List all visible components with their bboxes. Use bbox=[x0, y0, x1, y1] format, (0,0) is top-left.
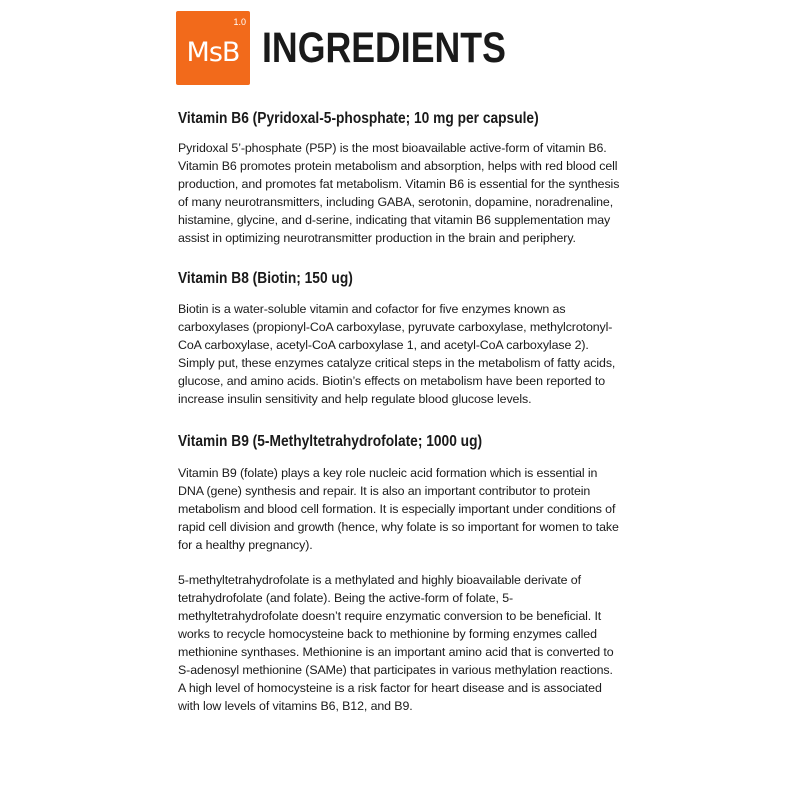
section-vitamin-b9 bbox=[178, 431, 622, 716]
section-vitamin-b8 bbox=[178, 268, 622, 408]
section-heading: Vitamin B6 (Pyridoxal-5-phosphate; 10 mg per capsule) bbox=[178, 110, 539, 127]
section-paragraph: 5-methyltetrahydrofolate is a methylated and highly bioavailable derivate of tetrahydrofolate (and folate). Being the active-form of folate, 5-methyltetrahydrofolate doesn’t require enzymatic conversion to be beneficial. It works to recycle homocysteine back to methionine by forming enzymes called methionine synthases. Methionine is an important amino acid that is converted to S-adenosyl methionine (SAMe) that participates in various methylation reactions. A high level of homocysteine is a risk factor for heart disease and is associated with low levels of vitamins B6, B12, and B9. bbox=[178, 573, 614, 713]
page-header bbox=[176, 10, 556, 86]
ingredients-content bbox=[178, 104, 622, 716]
brand-logo bbox=[176, 11, 250, 85]
section-paragraph: Vitamin B9 (folate) plays a key role nucleic acid formation which is essential in DNA (gene) synthesis and repair. It is also an important contributor to protein metabolism and blood cell formation. It is especially important under conditions of rapid cell division and growth (hence, why folate is so important for women to take for a healthy pregnancy). bbox=[178, 465, 619, 552]
section-heading: Vitamin B8 (Biotin; 150 ug) bbox=[178, 270, 353, 288]
logo-version: 1.0 bbox=[233, 17, 246, 27]
section-vitamin-b6 bbox=[178, 108, 622, 247]
section-paragraph: Biotin is a water-soluble vitamin and cofactor for five enzymes known as carboxylases (propionyl-CoA carboxylase, pyruvate carboxylase, methylcrotonyl-CoA carboxylase, acetyl-CoA carboxylase 1, and acetyl-CoA carboxylase 2). Simply put, these enzymes catalyze critical steps in the metabolism of fatty acids, glucose, and amino acids. Biotin’s effects on metabolism have been reported to increase insulin sensitivity and help regulate blood glucose levels. bbox=[178, 302, 616, 406]
section-paragraph: Pyridoxal 5’-phosphate (P5P) is the most bioavailable active-form of vitamin B6. Vitamin B6 promotes protein metabolism and absorption, helps with red blood cell production, and promotes fat metabolism. Vitamin B6 is essential for the synthesis of many neurotransmitters, including GABA, serotonin, dopamine, noradrenaline, histamine, glycine, and d-serine, indicating that vitamin B6 supplementation may assist in optimizing neurotransmitter production in the brain and periphery. bbox=[178, 141, 620, 245]
page-title: INGREDIENTS bbox=[262, 23, 506, 72]
logo-text: MsB bbox=[186, 36, 240, 68]
section-heading: Vitamin B9 (5-Methyltetrahydrofolate; 1000 ug) bbox=[178, 432, 483, 450]
